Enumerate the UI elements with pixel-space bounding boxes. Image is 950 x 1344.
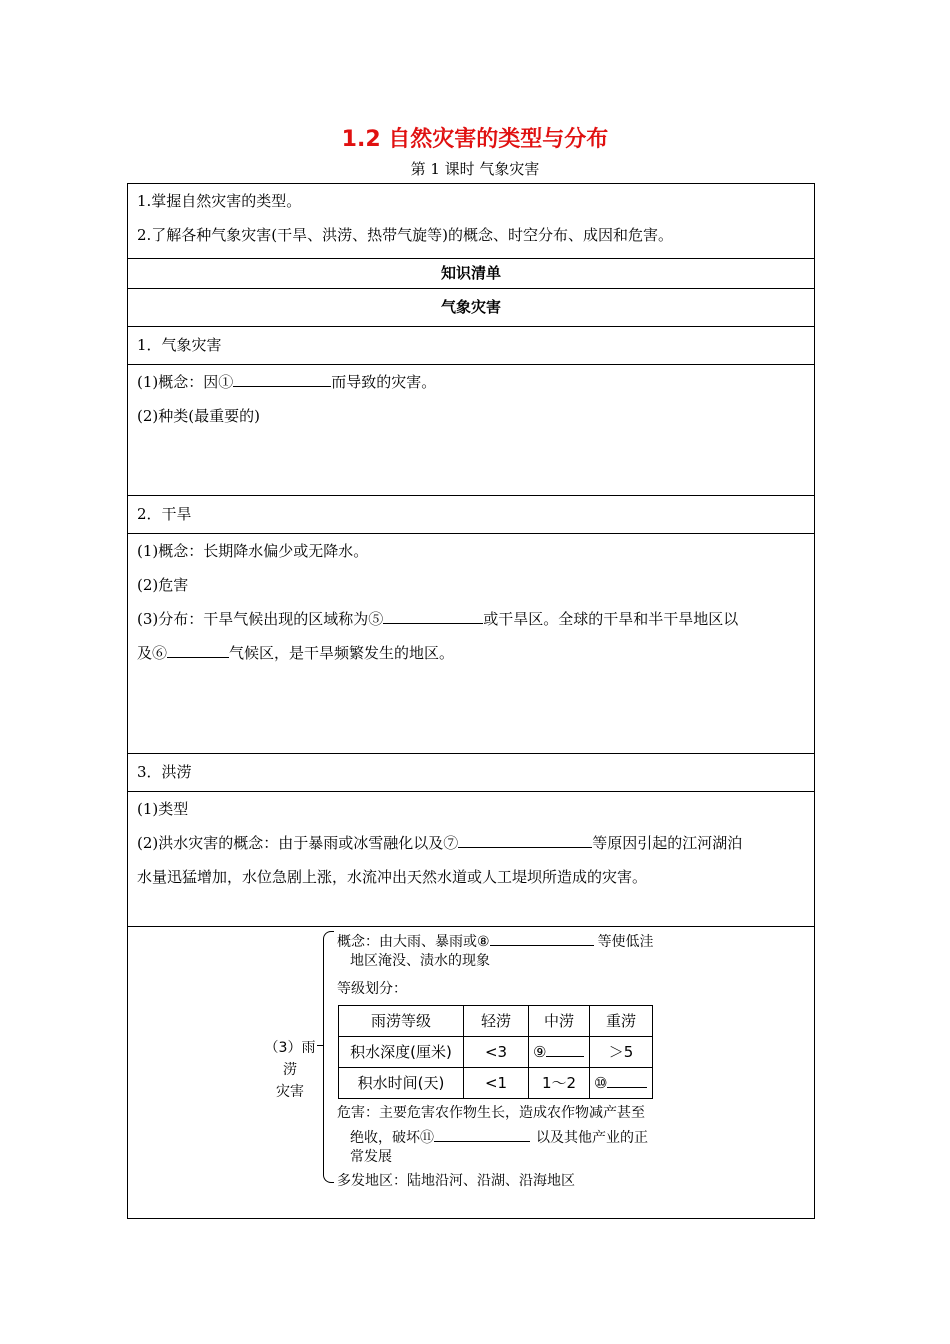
blank-8[interactable]	[490, 929, 594, 946]
s2-dist2-prefix: 及⑥	[137, 644, 168, 662]
grade-depth-medium	[529, 1037, 590, 1068]
rain-flood-diagram	[128, 927, 814, 1215]
grade-time-label: 积水时间(天)	[339, 1068, 464, 1099]
diagram-concept-suffix: 等使低洼	[597, 934, 654, 950]
grade-header-heavy: 重涝	[590, 1006, 653, 1037]
grade-depth-label: 积水深度(厘米)	[339, 1037, 464, 1068]
objective-2: 2.了解各种气象灾害(干旱、洪涝、热带气旋等)的概念、时空分布、成因和危害。	[137, 226, 674, 244]
grade-table	[338, 1005, 653, 1099]
grade-time-medium: 1～2	[529, 1068, 590, 1099]
s1-body	[128, 365, 815, 496]
blank-1[interactable]	[233, 368, 331, 387]
diagram-label-line2: 灾害	[276, 1084, 304, 1100]
s1-kinds: (2)种类(最重要的)	[137, 407, 260, 425]
grade-depth-light: <3	[464, 1037, 529, 1068]
grade-header-light: 轻涝	[464, 1006, 529, 1037]
page-title: 1.2 自然灾害的类型与分布	[341, 127, 609, 152]
diagram-harm-line1: 危害：主要危害农作物生长，造成农作物减产甚至	[337, 1105, 645, 1121]
s3-body	[128, 792, 815, 927]
s2-body	[128, 534, 815, 754]
grade-time-light: <1	[464, 1068, 529, 1099]
diagram-harm-line2	[350, 1125, 648, 1148]
section-subheader: 气象灾害	[128, 289, 815, 327]
section-header: 知识清单	[128, 259, 815, 289]
grade-header-level: 雨涝等级	[339, 1006, 464, 1037]
blank-6[interactable]	[167, 639, 229, 658]
s2-dist-prefix: (3)分布：干旱气候出现的区域称为⑤	[137, 610, 384, 628]
s1-heading: 1．气象灾害	[128, 327, 815, 365]
grade-depth-heavy: ＞5	[590, 1037, 653, 1068]
diagram-grade-title: 等级划分：	[337, 981, 407, 997]
diagram-harm-prefix: 绝收，破坏⑪	[350, 1130, 434, 1146]
worksheet-table	[127, 183, 815, 1219]
blank-10[interactable]	[607, 1071, 647, 1088]
s1-concept-prefix: (1)概念：因①	[137, 373, 234, 391]
diagram-cell	[128, 927, 815, 1219]
brace-tip	[317, 1045, 324, 1046]
objective-1: 1.掌握自然灾害的类型。	[137, 192, 302, 210]
main-brace	[323, 931, 334, 1183]
lesson-subtitle: 第 1 课时 气象灾害	[410, 160, 540, 178]
s3-flood-prefix: (2)洪水灾害的概念：由于暴雨或冰雪融化以及⑦	[137, 834, 459, 852]
blank-10-marker: ⑩	[594, 1074, 608, 1092]
grade-header-medium: 中涝	[529, 1006, 590, 1037]
diagram-concept-line2: 地区淹没、渍水的现象	[350, 953, 490, 969]
s2-heading: 2．干旱	[128, 496, 815, 534]
blank-7[interactable]	[458, 829, 592, 848]
diagram-concept	[337, 929, 654, 952]
blank-9[interactable]	[546, 1040, 584, 1057]
blank-9-marker: ⑨	[533, 1043, 547, 1061]
s3-heading: 3．洪涝	[128, 754, 815, 792]
objectives-cell	[128, 184, 815, 259]
s2-harm: (2)危害	[137, 576, 189, 594]
diagram-harm-line3: 常发展	[350, 1149, 392, 1165]
s3-types: (1)类型	[137, 800, 189, 818]
diagram-harm-suffix: 以及其他产业的正	[536, 1130, 648, 1146]
s2-dist-mid: 或干旱区。全球的干旱和半干旱地区以	[483, 610, 739, 628]
diagram-label-line1: （3）雨涝	[264, 1040, 316, 1078]
s3-flood-suffix: 等原因引起的江河湖泊	[592, 834, 743, 852]
diagram-concept-prefix: 概念：由大雨、暴雨或⑧	[337, 934, 490, 950]
s1-concept-suffix: 而导致的灾害。	[331, 373, 437, 391]
diagram-label	[260, 1037, 320, 1103]
s2-dist2-suffix: 气候区，是干旱频繁发生的地区。	[229, 644, 455, 662]
diagram-areas: 多发地区：陆地沿河、沿湖、沿海地区	[337, 1173, 575, 1189]
blank-5[interactable]	[383, 605, 483, 624]
s3-flood-line2: 水量迅猛增加，水位急剧上涨，水流冲出天然水道或人工堤坝所造成的灾害。	[137, 868, 648, 886]
grade-time-heavy	[590, 1068, 653, 1099]
blank-11[interactable]	[434, 1125, 530, 1142]
s2-concept: (1)概念：长期降水偏少或无降水。	[137, 542, 369, 560]
